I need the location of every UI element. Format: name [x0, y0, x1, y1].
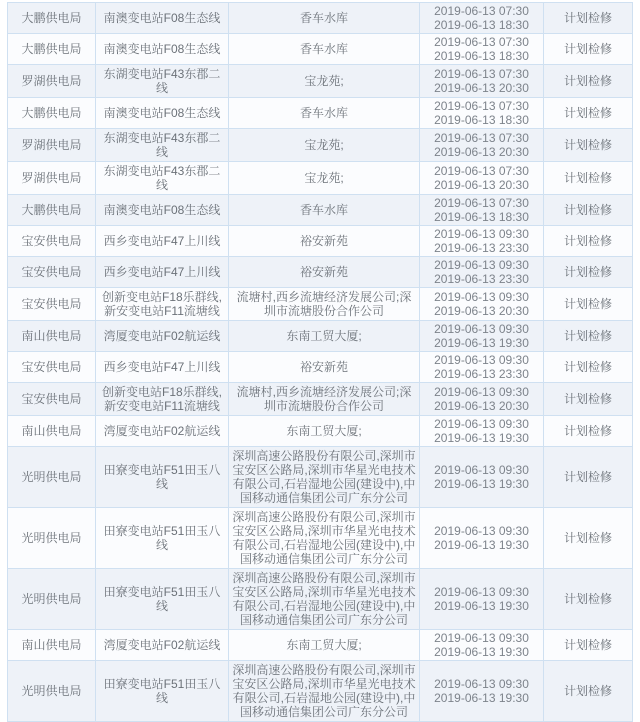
table-row [8, 257, 633, 288]
cell-bureau: 光明供电局 [8, 447, 96, 508]
time-start: 2019-06-13 07:30 [434, 131, 529, 145]
cell-bureau: 大鹏供电局 [8, 98, 96, 129]
cell-time [420, 195, 544, 226]
table-row [8, 416, 633, 447]
cell-scope: 香车水库 [229, 3, 420, 34]
cell-bureau: 宝安供电局 [8, 352, 96, 383]
table-row [8, 3, 633, 34]
time-end: 2019-06-13 20:30 [434, 145, 529, 159]
time-start: 2019-06-13 09:30 [434, 631, 529, 645]
cell-time [420, 257, 544, 288]
cell-line: 田寮变电站F51田玉八线 [96, 569, 229, 630]
cell-line: 湾厦变电站F02航运线 [96, 321, 229, 352]
cell-line: 南澳变电站F08生态线 [96, 3, 229, 34]
cell-bureau: 南山供电局 [8, 321, 96, 352]
time-start: 2019-06-13 07:30 [434, 164, 529, 178]
time-start: 2019-06-13 09:30 [434, 290, 529, 304]
cell-outage-type: 计划检修 [544, 257, 633, 288]
cell-scope: 深圳高速公路股份有限公司,深圳市宝安区公路局,深圳市华星光电技术有限公司,石岩湿地公园(建设中),中国移动通信集团公司广东分公司 [229, 661, 420, 722]
table-row [8, 661, 633, 722]
time-start: 2019-06-13 09:30 [434, 322, 529, 336]
cell-bureau: 宝安供电局 [8, 257, 96, 288]
time-end: 2019-06-13 20:30 [434, 178, 529, 192]
cell-line: 西乡变电站F47上川线 [96, 352, 229, 383]
cell-outage-type: 计划检修 [544, 3, 633, 34]
table-row [8, 65, 633, 98]
cell-time [420, 226, 544, 257]
cell-outage-type: 计划检修 [544, 447, 633, 508]
time-end: 2019-06-13 19:30 [434, 336, 529, 350]
cell-line: 创新变电站F18乐群线,新安变电站F11流塘线 [96, 383, 229, 416]
cell-scope: 东南工贸大厦; [229, 321, 420, 352]
cell-bureau: 南山供电局 [8, 630, 96, 661]
cell-line: 东湖变电站F43东郡二线 [96, 129, 229, 162]
cell-bureau: 大鹏供电局 [8, 195, 96, 226]
outage-schedule-panel [7, 2, 632, 722]
cell-scope: 香车水库 [229, 34, 420, 65]
cell-time [420, 129, 544, 162]
cell-time [420, 508, 544, 569]
cell-outage-type: 计划检修 [544, 226, 633, 257]
table-row [8, 630, 633, 661]
cell-time [420, 3, 544, 34]
table-row [8, 162, 633, 195]
cell-scope: 裕安新苑 [229, 352, 420, 383]
cell-scope: 宝龙苑; [229, 129, 420, 162]
cell-scope: 裕安新苑 [229, 257, 420, 288]
time-start: 2019-06-13 09:30 [434, 417, 529, 431]
cell-time [420, 447, 544, 508]
cell-line: 西乡变电站F47上川线 [96, 226, 229, 257]
cell-line: 东湖变电站F43东郡二线 [96, 65, 229, 98]
table-row [8, 98, 633, 129]
cell-time [420, 569, 544, 630]
time-start: 2019-06-13 09:30 [434, 463, 529, 477]
cell-line: 湾厦变电站F02航运线 [96, 630, 229, 661]
time-end: 2019-06-13 18:30 [434, 18, 529, 32]
cell-outage-type: 计划检修 [544, 288, 633, 321]
cell-scope: 裕安新苑 [229, 226, 420, 257]
time-end: 2019-06-13 19:30 [434, 691, 529, 705]
cell-time [420, 65, 544, 98]
cell-bureau: 大鹏供电局 [8, 3, 96, 34]
time-start: 2019-06-13 09:30 [434, 227, 529, 241]
table-row [8, 321, 633, 352]
cell-outage-type: 计划检修 [544, 352, 633, 383]
time-end: 2019-06-13 18:30 [434, 113, 529, 127]
time-end: 2019-06-13 19:30 [434, 599, 529, 613]
cell-line: 创新变电站F18乐群线,新安变电站F11流塘线 [96, 288, 229, 321]
time-end: 2019-06-13 23:30 [434, 241, 529, 255]
cell-time [420, 352, 544, 383]
table-row [8, 352, 633, 383]
time-end: 2019-06-13 23:30 [434, 367, 529, 381]
cell-time [420, 383, 544, 416]
table-row [8, 569, 633, 630]
cell-scope: 宝龙苑; [229, 162, 420, 195]
cell-scope: 深圳高速公路股份有限公司,深圳市宝安区公路局,深圳市华星光电技术有限公司,石岩湿地公园(建设中),中国移动通信集团公司广东分公司 [229, 569, 420, 630]
cell-bureau: 宝安供电局 [8, 226, 96, 257]
cell-line: 南澳变电站F08生态线 [96, 195, 229, 226]
table-row [8, 508, 633, 569]
time-start: 2019-06-13 09:30 [434, 585, 529, 599]
cell-scope: 东南工贸大厦; [229, 630, 420, 661]
time-start: 2019-06-13 09:30 [434, 677, 529, 691]
cell-line: 田寮变电站F51田玉八线 [96, 508, 229, 569]
table-row [8, 226, 633, 257]
cell-outage-type: 计划检修 [544, 34, 633, 65]
cell-line: 西乡变电站F47上川线 [96, 257, 229, 288]
cell-time [420, 630, 544, 661]
outage-table-body [8, 3, 633, 722]
cell-bureau: 大鹏供电局 [8, 34, 96, 65]
cell-time [420, 321, 544, 352]
cell-outage-type: 计划检修 [544, 98, 633, 129]
cell-time [420, 661, 544, 722]
cell-time [420, 288, 544, 321]
cell-time [420, 162, 544, 195]
table-row [8, 129, 633, 162]
time-end: 2019-06-13 18:30 [434, 210, 529, 224]
time-end: 2019-06-13 20:30 [434, 81, 529, 95]
time-start: 2019-06-13 09:30 [434, 524, 529, 538]
outage-table [7, 2, 633, 722]
time-start: 2019-06-13 09:30 [434, 353, 529, 367]
cell-outage-type: 计划检修 [544, 129, 633, 162]
cell-bureau: 罗湖供电局 [8, 162, 96, 195]
time-end: 2019-06-13 19:30 [434, 477, 529, 491]
cell-outage-type: 计划检修 [544, 195, 633, 226]
cell-outage-type: 计划检修 [544, 383, 633, 416]
cell-line: 南澳变电站F08生态线 [96, 34, 229, 65]
cell-scope: 深圳高速公路股份有限公司,深圳市宝安区公路局,深圳市华星光电技术有限公司,石岩湿地公园(建设中),中国移动通信集团公司广东分公司 [229, 447, 420, 508]
cell-scope: 宝龙苑; [229, 65, 420, 98]
cell-outage-type: 计划检修 [544, 162, 633, 195]
cell-bureau: 罗湖供电局 [8, 65, 96, 98]
time-start: 2019-06-13 07:30 [434, 4, 529, 18]
cell-bureau: 光明供电局 [8, 661, 96, 722]
time-start: 2019-06-13 07:30 [434, 196, 529, 210]
time-end: 2019-06-13 19:30 [434, 645, 529, 659]
cell-line: 湾厦变电站F02航运线 [96, 416, 229, 447]
cell-scope: 流塘村,西乡流塘经济发展公司;深圳市流塘股份合作公司 [229, 288, 420, 321]
cell-line: 东湖变电站F43东郡二线 [96, 162, 229, 195]
cell-line: 田寮变电站F51田玉八线 [96, 661, 229, 722]
cell-scope: 流塘村,西乡流塘经济发展公司;深圳市流塘股份合作公司 [229, 383, 420, 416]
cell-bureau: 宝安供电局 [8, 288, 96, 321]
cell-outage-type: 计划检修 [544, 416, 633, 447]
cell-bureau: 光明供电局 [8, 508, 96, 569]
table-row [8, 447, 633, 508]
cell-bureau: 宝安供电局 [8, 383, 96, 416]
cell-scope: 深圳高速公路股份有限公司,深圳市宝安区公路局,深圳市华星光电技术有限公司,石岩湿地公园(建设中),中国移动通信集团公司广东分公司 [229, 508, 420, 569]
cell-outage-type: 计划检修 [544, 569, 633, 630]
time-start: 2019-06-13 09:30 [434, 258, 529, 272]
cell-outage-type: 计划检修 [544, 630, 633, 661]
cell-scope: 东南工贸大厦; [229, 416, 420, 447]
time-end: 2019-06-13 20:30 [434, 304, 529, 318]
table-row [8, 383, 633, 416]
table-row [8, 195, 633, 226]
time-start: 2019-06-13 09:30 [434, 385, 529, 399]
time-start: 2019-06-13 07:30 [434, 99, 529, 113]
time-end: 2019-06-13 19:30 [434, 538, 529, 552]
cell-outage-type: 计划检修 [544, 508, 633, 569]
cell-outage-type: 计划检修 [544, 65, 633, 98]
time-end: 2019-06-13 23:30 [434, 272, 529, 286]
cell-bureau: 光明供电局 [8, 569, 96, 630]
time-end: 2019-06-13 18:30 [434, 49, 529, 63]
cell-bureau: 罗湖供电局 [8, 129, 96, 162]
time-start: 2019-06-13 07:30 [434, 67, 529, 81]
cell-outage-type: 计划检修 [544, 661, 633, 722]
cell-scope: 香车水库 [229, 98, 420, 129]
time-end: 2019-06-13 19:30 [434, 431, 529, 445]
table-row [8, 34, 633, 65]
cell-line: 南澳变电站F08生态线 [96, 98, 229, 129]
cell-time [420, 34, 544, 65]
cell-time [420, 416, 544, 447]
cell-outage-type: 计划检修 [544, 321, 633, 352]
cell-scope: 香车水库 [229, 195, 420, 226]
cell-time [420, 98, 544, 129]
cell-line: 田寮变电站F51田玉八线 [96, 447, 229, 508]
time-start: 2019-06-13 07:30 [434, 35, 529, 49]
time-end: 2019-06-13 20:30 [434, 399, 529, 413]
table-row [8, 288, 633, 321]
cell-bureau: 南山供电局 [8, 416, 96, 447]
